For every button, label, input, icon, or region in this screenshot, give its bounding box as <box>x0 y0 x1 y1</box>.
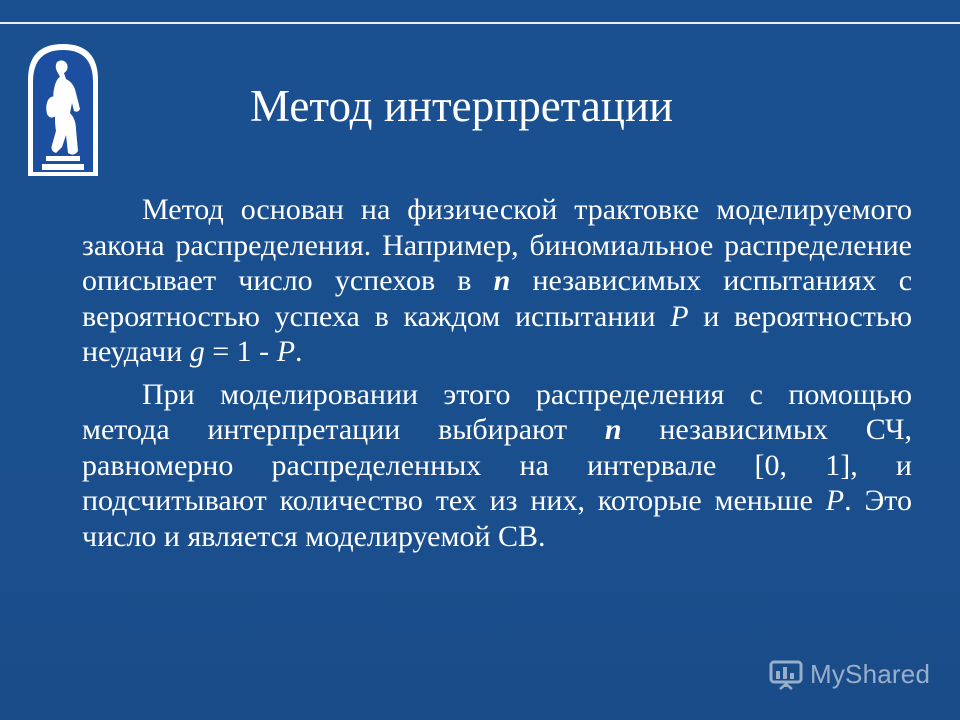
slide-title: Метод интерпретации <box>250 81 674 131</box>
myshared-watermark <box>768 656 930 692</box>
variable-n: n <box>493 264 511 297</box>
variable-p: P <box>825 484 845 517</box>
top-divider <box>0 22 960 24</box>
paragraph-2-text-1: При моделировании этого распределения с помощью метода интерпретации выбирают <box>82 377 912 446</box>
paragraph-2 <box>82 377 912 555</box>
variable-p: P <box>670 299 689 333</box>
paragraph-1-text-2: независимых испытаниях с вероятностью успеха в каждом испытании <box>82 264 913 333</box>
variable-g: g <box>189 335 205 368</box>
paragraph-1-text-3: и вероятностью неудачи <box>82 299 912 368</box>
variable-n: n <box>604 413 622 446</box>
paragraph-1-text-1: Метод основан на физической трактовке моделируемого закона распределения. Например, биномиальное распределение описывает число успехов в <box>82 193 912 297</box>
university-statue-logo <box>24 40 102 178</box>
paragraph-1-text-5: . <box>295 335 303 368</box>
paragraph-2-text-3: . Это число и является моделируемой СВ. <box>82 484 912 553</box>
paragraph-1-text-4: = 1 - <box>204 335 277 368</box>
paragraph-1 <box>82 192 912 370</box>
presentation-board-icon <box>768 658 804 690</box>
paragraph-2-text-2: независимых СЧ, равномерно распределенных на интервале [0, 1], и подсчитывают количество тех из них, которые меньше <box>82 413 912 517</box>
slide-body <box>82 192 912 561</box>
watermark-text: MyShared <box>810 658 931 689</box>
variable-p: P <box>276 335 296 368</box>
